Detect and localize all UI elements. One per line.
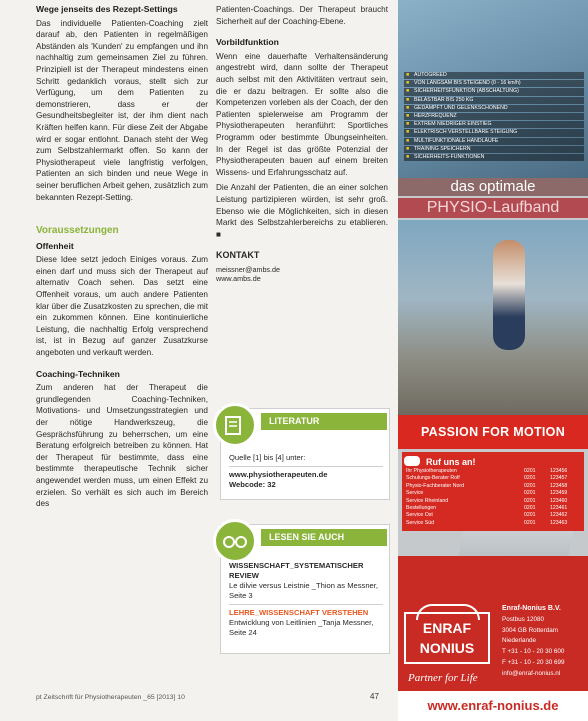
logo-text-nonius: NONIUS (419, 640, 475, 656)
ad-contact-tel: 0201 (524, 512, 536, 519)
addr-fax: F +31 - 10 - 20 30 699 (502, 658, 565, 666)
heading-kontakt: KONTAKT (216, 250, 260, 261)
runner-shape (493, 240, 525, 350)
ad-contact-fax: 123459 (550, 490, 568, 497)
heading-coaching-techniken: Coaching-Techniken (36, 368, 120, 379)
literatur-url[interactable]: www.physiotherapeuten.de (229, 470, 328, 479)
glasses-icon (213, 519, 257, 563)
ad-contact-tel: 0201 (524, 475, 536, 482)
ad-tagline-1: das optimale (398, 178, 588, 196)
logo-text-enraf: ENRAF (422, 620, 472, 636)
ad-contact-fax: 123463 (550, 519, 568, 526)
lesen-heading: LESEN SIE AUCH (261, 529, 387, 546)
ad-contact-row (402, 475, 584, 482)
ad-feature-item: ■ EXTREM NIEDRIGER EINSTIEG (404, 121, 584, 128)
book-icon (213, 403, 257, 447)
literatur-body (229, 453, 383, 490)
literatur-source: Quelle [1] bis [4] unter: (229, 453, 306, 462)
addr-email[interactable]: info@enraf-nonius.nl (502, 669, 561, 677)
ad-contact-row (402, 490, 584, 497)
ad-contact-fax: 123456 (550, 468, 568, 474)
paragraph-offenheit: Diese Idee setzt jedoch Einiges voraus. Zum einen darf und muss sich der Therapeut auf alternativ Coach sehen. Das setzt eine Offenheit voraus, um auch andere Patienten klar über die Zusatzkosten zu sprechen, die mit ein zukommen können. Eine kontinuierliche Leistung, die nachhaltig Erfolg versprechend ist, ist in Bezug auf ganzer Zusatzkurse angeboten und verkauft werden. (36, 255, 208, 358)
ad-contact-tel: 0201 (524, 519, 536, 526)
ad-contact-row (402, 505, 584, 512)
lesen-body (229, 561, 383, 638)
contact-email[interactable]: meissner@ambs.de (216, 264, 281, 274)
ad-contact-tel: 0201 (524, 505, 536, 512)
ad-feature-item: ■ BELASTBAR BIS 250 KG (404, 97, 584, 104)
ad-feature-item: ■ GEDÄMPFT UND GELENKSCHONEND (404, 105, 584, 112)
lesen-item2-title: LEHRE_WISSENSCHAFT VERSTEHEN (229, 608, 369, 617)
column-left (36, 4, 208, 510)
paragraph-wege: Das individuelle Patienten-Coaching zielt darauf ab, den Patienten in regelmäßigen Abständen als 'Kunden' zu empfangen und ihn nachhaltig zum gemeinsamen Ziel zu führen. Prinzipiell ist der Therapeut mindestens einen Schritt gedanklich voraus, stellt sich zur Verfügung, um dem Patienten zu demonstrieren, dass er der Gesundheitsbegleiter ist, der ihm dient nach Kräften helfen kann. Für diese Zeit der Abgabe wird er sogar entlohnt. Danach steht der Weg zum Selbstzahlermarkt offen. So kann der Physiotherapeut viele langfristig verfolgen, Patienten an sich binden und neue Wege in seiner beruflichen Arbeit gehen, zusätzlich zum bekannten Rezept-Setting. (36, 18, 208, 202)
ad-feature-item: ■ ELEKTRISCH VERSTELLBARE STEIGUNG (404, 129, 584, 136)
ad-feature-item: ■ SICHERHEITSFUNKTION (ABSCHALTUNG) (404, 88, 584, 95)
ad-contact-fax: 123460 (550, 497, 568, 504)
ad-feature-item: ■ HERZFREQUENZ (404, 113, 584, 120)
lesen-item1-title: WISSENSCHAFT_SYSTEMATISCHER REVIEW (229, 561, 364, 580)
ad-feature-item: ■ SICHERHEITS-FUNKTIONEN (404, 154, 584, 161)
addr-phone: T +31 - 10 - 20 30 600 (502, 648, 565, 656)
paragraph-top: Patienten-Coachings. Der Therapeut braucht Sicherheit auf der Coaching-Ebene. (216, 5, 388, 26)
ad-contact-name: Physio-Fachberater Nord (406, 482, 464, 489)
ad-contact-name: Service Ost (406, 512, 433, 519)
ad-contact-fax: 123461 (550, 505, 568, 512)
ad-feature-item: ■ MULTIFUNKTIONALE HANDLÄUFE (404, 138, 584, 145)
page-footer: pt Zeitschrift für Physiotherapeuten _65 [2013] 10 (36, 694, 185, 701)
lesen-item2-text[interactable]: Entwicklung von Leitlinien _Tanja Messner, Seite 24 (229, 618, 374, 637)
ad-contact-name: Ihr Physiotherapeuten (406, 468, 457, 474)
ad-contact-fax: 123462 (550, 512, 568, 519)
advertisement[interactable] (398, 0, 588, 721)
column-middle (216, 4, 388, 283)
ad-feature-item: ■ AUTOGREED (404, 72, 584, 79)
ad-contact-name: Service Rheinland (406, 497, 449, 504)
ad-feature-item: ■ VON LANGSAM BIS STEIGEND (0 - 16 km/h) (404, 80, 584, 87)
heading-vorbildfunktion: Vorbildfunktion (216, 37, 279, 48)
heading-wege: Wege jenseits des Rezept-Settings (36, 4, 178, 14)
contact-website[interactable]: www.ambs.de (216, 273, 261, 283)
ad-contact-name: Schulungs-Berater Rolf (406, 475, 460, 482)
ad-tagline-2: PHYSIO-Laufband (398, 198, 588, 218)
literatur-webcode: Webcode: 32 (229, 480, 276, 489)
ad-contact-row (402, 512, 584, 519)
ad-partner-slogan: Partner for Life (408, 672, 478, 684)
ad-passion-banner: PASSION FOR MOTION (398, 415, 588, 449)
ad-contact-row (402, 483, 584, 490)
lesen-item1-text[interactable]: Le dilvie versus Leistnie _Thion as Messner, Seite 3 (229, 581, 378, 600)
addr-company: Enraf-Nonius B.V. (502, 605, 561, 612)
ad-contact-fax: 123457 (550, 475, 568, 482)
ad-contact-name: Service (406, 490, 424, 497)
ad-contact-name: Service Süd (406, 519, 434, 526)
paragraph-vorbild: Wenn eine dauerhafte Verhaltensänderung angestrebt wird, dann sollte der Therapeut auch selbst mit den Aktivitäten vertraut sein, die er dazu beitragen. Er sollte also die Kompetenzen vorleben als der Coach, der den Patienten spielerweise am Programm der Physiotherapeuten heranführt: Sportliches Programm oder bestimmte Übungseinheiten. In der Regel ist das größte Potenzial der Physiotherapeuten bauen auf einem breiten Wissens- und Erfahrungsschatz auf. (216, 51, 388, 177)
addr-line2: 3004 GB Rotterdam (502, 626, 559, 634)
ad-feature-item: ■ TRAINING SPEICHERN (404, 146, 584, 153)
ad-contact-row (402, 498, 584, 505)
literatur-heading: LITERATUR (261, 413, 387, 430)
ad-contact-tel: 0201 (524, 490, 536, 497)
addr-line3: Niederlande (502, 637, 536, 645)
literatur-box (220, 408, 390, 500)
heading-offenheit: Offenheit (36, 240, 74, 251)
ad-contact-fax: 123458 (550, 482, 568, 489)
ad-address (502, 604, 586, 680)
ad-contact-table (402, 452, 584, 531)
ad-url[interactable]: www.enraf-nonius.de (398, 691, 588, 721)
ad-call-heading: Ruf uns an! (426, 457, 476, 467)
ad-feature-list (404, 72, 584, 162)
lesen-sie-auch-box (220, 524, 390, 654)
ad-contact-tel: 0201 (524, 482, 536, 489)
ad-contact-tel: 0201 (524, 468, 536, 474)
phone-icon (404, 456, 420, 466)
page-number: 47 (370, 692, 379, 701)
ad-contact-row (402, 520, 584, 527)
ad-contact-row (402, 468, 584, 475)
addr-line1: Postbus 12080 (502, 615, 545, 623)
heading-voraussetzungen: Voraussetzungen (36, 225, 119, 237)
paragraph-anzahl: Die Anzahl der Patienten, die an einer solchen Leistung partizipieren würden, ist sehr groß. Ebenso wie die Möglichkeiten, sich in diesen Markt des Selbstzahlerbereichs zu etablieren. ■ (216, 183, 388, 239)
ad-contact-name: Bestellungen (406, 505, 436, 512)
enraf-nonius-logo (404, 612, 490, 664)
paragraph-coaching: Zum anderen hat der Therapeut die grundlegenden Coaching-Techniken, Motivations- und Umsetzungsstrategien und der nötige Handwerkszeug, die Gesprächsführung zu beherrschen, um eine Beratung erfolgreich betreiben zu können. Hat der Therapeut für bestimmte, dass eine bestimmte therapeutische Technik sicher angewendet werden muss, um einen Effekt zu erzielen. So verhält es sich auch im Bereich des (36, 383, 208, 509)
ad-contact-tel: 0201 (524, 497, 536, 504)
